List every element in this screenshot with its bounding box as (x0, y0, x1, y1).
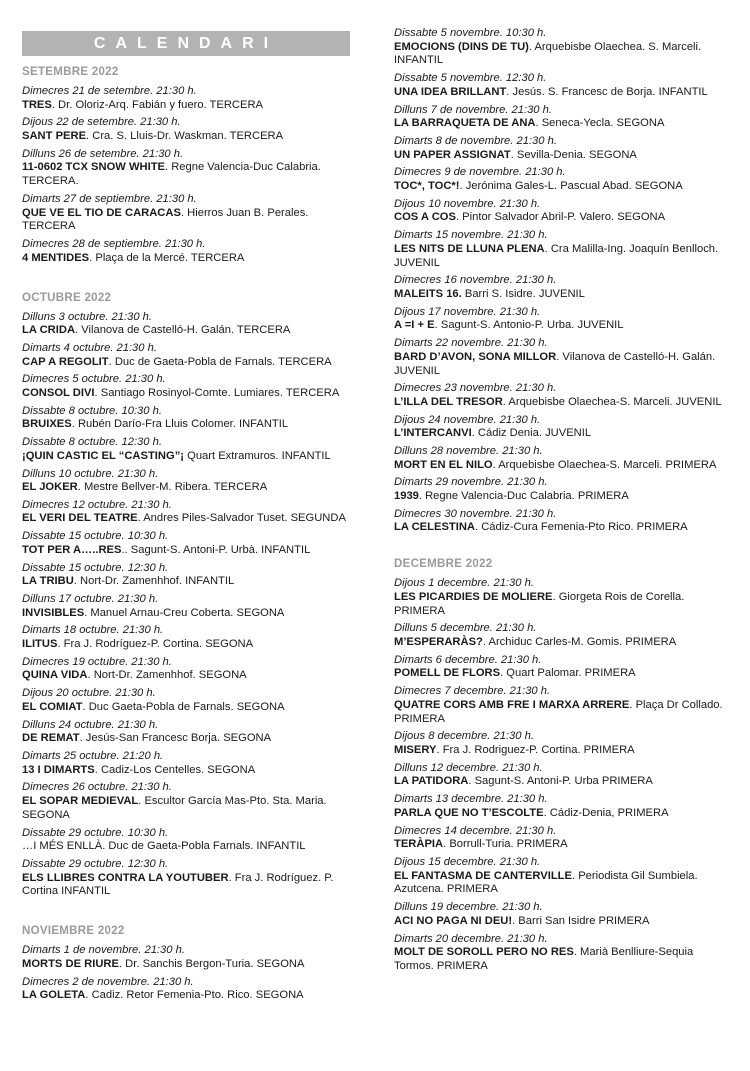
event-entry (22, 193, 358, 234)
event-date: Dilluns 12 decembre. 21:30 h. (394, 761, 543, 774)
event-entry (22, 530, 358, 557)
event-info (22, 161, 358, 189)
event-title: EMOCIONS (DINS DE TU) (394, 40, 529, 53)
event-date: Dilluns 7 de novembre. 21:30 h. (394, 103, 552, 116)
event-date: Dilluns 17 octubre. 21:30 h. (22, 593, 159, 606)
event-date: Dimarts 8 de novembre. 21:30 h. (394, 134, 557, 147)
event-date: Dilluns 5 decembre. 21:30 h. (394, 622, 537, 635)
event-details: Quart Extramuros. INFANTIL (184, 449, 331, 462)
column-top-spacer (394, 0, 734, 27)
event-date: Dissabte 15 octubre. 10:30 h. (22, 530, 169, 543)
event-entry (394, 445, 734, 472)
event-details: . Hierros Juan B. Perales. TERCERA (22, 206, 309, 233)
event-title: QUATRE CORS AMB FRE I MARXA ARRERE (394, 698, 630, 711)
event-details: . Cádiz-Cura Femenia-Pto Rico. PRIMERA (475, 521, 688, 534)
event-date: Dimecres 26 octubre. 21:30 h. (22, 781, 172, 794)
event-entry (22, 656, 358, 683)
event-date: Dimarts 1 de novembre. 21:30 h. (22, 944, 185, 957)
event-details: . Sagunt-S. Antoni-P. Urba PRIMERA (468, 775, 653, 788)
event-info (22, 544, 358, 558)
event-title: A =I + E (394, 319, 435, 332)
event-entry (394, 135, 734, 162)
event-details: Barri S. Isidre. JUVENIL (461, 287, 585, 300)
event-entry (394, 654, 734, 681)
event-entry (22, 858, 358, 899)
event-details: . Escultor García Mas-Pto. Sta. Maria. SEGONA (22, 795, 327, 821)
event-date: Dilluns 19 decembre. 21:30 h. (394, 901, 543, 914)
event-info (22, 638, 358, 652)
event-title: LES PICARDIES DE MOLIERE (394, 590, 553, 603)
event-entry (394, 104, 734, 131)
event-info (22, 450, 358, 464)
event-title: 1939 (394, 490, 419, 503)
event-details: . Seneca-Yecla. SEGONA (535, 117, 665, 130)
event-date: Dijous 8 decembre. 21:30 h. (394, 730, 534, 743)
event-date: Dissabte 8 octubre. 10:30 h. (22, 404, 162, 417)
event-entry (394, 414, 734, 441)
event-info (22, 418, 358, 432)
event-info (394, 459, 734, 473)
event-title: INVISIBLES (22, 606, 85, 619)
event-title: EL SOPAR MEDIEVAL (22, 795, 139, 807)
event-title: MALEITS 16. (394, 287, 462, 300)
event-info (394, 915, 734, 929)
event-info (22, 512, 358, 526)
event-details: . Plaça Dr Collado. PRIMERA (394, 698, 723, 725)
event-info (22, 207, 358, 235)
event-date: Dimecres 14 decembre. 21:30 h. (394, 824, 557, 837)
event-entry (394, 793, 734, 820)
event-details: . Periodista Gil Sumbiela. Azutcena. PRIMERA (394, 869, 698, 896)
event-info (394, 744, 734, 758)
event-title: TERÀPIA (394, 838, 444, 851)
event-details: . Duc de Gaeta-Pobla de Farnals. TERCERA (108, 355, 332, 368)
event-details: . Arquebisbe Olaechea. S. Marceli. INFANTIL (394, 40, 702, 67)
event-date: Dimarts 22 novembre. 21:30 h. (394, 337, 548, 350)
event-info (394, 351, 734, 379)
event-title: BARD D’AVON, SONA MILLOR (394, 350, 557, 363)
event-entry (22, 436, 358, 463)
event-date: Dimecres 7 decembre. 21:30 h. (394, 685, 551, 698)
event-date: Dilluns 10 octubre. 21:30 h. (22, 467, 159, 480)
event-title: MORT EN EL NILO (394, 458, 493, 471)
event-title: EL JOKER (22, 481, 78, 494)
event-date: Dimecres 16 novembre. 21:30 h. (394, 274, 557, 287)
event-date: Dimarts 29 novembre. 21:30 h. (394, 476, 548, 489)
event-title: BRUIXES (22, 418, 72, 431)
event-entry (22, 311, 358, 338)
event-entry (394, 229, 734, 270)
event-entry (394, 577, 734, 618)
event-title: DE REMAT (22, 732, 80, 745)
event-info (394, 149, 734, 163)
event-date: Dissabte 15 octubre. 12:30 h. (22, 561, 169, 574)
event-entry (394, 730, 734, 757)
event-info (394, 117, 734, 131)
event-info (394, 521, 734, 535)
event-date: Dijous 22 de setembre. 21:30 h. (22, 116, 181, 129)
event-info (22, 701, 358, 715)
event-entry (22, 687, 358, 714)
event-info (394, 396, 734, 410)
event-title: 4 MENTIDES (22, 251, 90, 264)
event-info (394, 775, 734, 789)
event-info (394, 243, 734, 271)
event-entry (22, 944, 358, 971)
event-date: Dimarts 6 decembre. 21:30 h. (394, 653, 542, 666)
event-details: . Rubén Darío-Fra Lluis Colomer. INFANTIL (71, 418, 289, 431)
event-info (394, 946, 734, 974)
event-details: . Cadiz-Los Centelles. SEGONA (94, 763, 256, 776)
event-date: Dimarts 20 decembre. 21:30 h. (394, 932, 548, 945)
event-details: . Cádiz Denia. JUVENIL (471, 427, 592, 440)
event-date: Dilluns 3 octubre. 21:30 h. (22, 310, 152, 323)
event-entry (22, 781, 358, 822)
event-date: Dissabte 8 octubre. 12:30 h. (22, 436, 162, 449)
event-details: . Dr. Sanchis Bergon-Turia. SEGONA (118, 957, 305, 970)
event-title: UNA IDEA BRILLANT (394, 85, 507, 98)
event-info (22, 669, 358, 683)
event-entry (394, 622, 734, 649)
event-entry (22, 593, 358, 620)
event-details: . Regne Valencia-Duc Calabria. PRIMERA (418, 490, 629, 503)
event-entry (394, 274, 734, 301)
event-info (22, 840, 358, 854)
event-title: EL VERI DEL TEATRE (22, 512, 138, 525)
event-title: MORTS DE RIURE (22, 957, 119, 970)
event-info (394, 591, 734, 619)
event-info (394, 667, 734, 681)
event-entry (22, 238, 358, 265)
event-title: QUE VE EL TIO DE CARACAS (22, 206, 181, 219)
month-heading: DECEMBRE 2022 (394, 558, 493, 571)
event-title: MOLT DE SOROLL PERO NO RES (394, 946, 574, 959)
event-entry (22, 750, 358, 777)
event-info (22, 575, 358, 589)
event-entry (394, 762, 734, 789)
event-title: COS A COS (394, 211, 456, 224)
event-title: EL FANTASMA DE CANTERVILLE (394, 869, 572, 882)
event-entry (394, 476, 734, 503)
event-title: LES NITS DE LLUNA PLENA (394, 242, 545, 255)
event-details: . Pintor Salvador Abril-P. Valero. SEGONA (455, 211, 666, 224)
calendar-banner: CALENDARI (22, 31, 350, 56)
event-info (394, 41, 734, 69)
event-details: . Cra Malilla-Ing. Joaquín Benlloch. JUVENIL (394, 242, 719, 269)
event-title: LA GOLETA (22, 989, 86, 1002)
event-details: . Borrull-Turia. PRIMERA (443, 838, 568, 851)
event-details: . Sevilla-Denia. SEGONA (510, 148, 637, 161)
event-entry (22, 373, 358, 400)
event-details: . Cadiz. Retor Femenia-Pto. Rico. SEGONA (85, 989, 304, 1002)
event-details: . Archiduc Carles-M. Gomis. PRIMERA (482, 636, 677, 649)
event-title: LA PATIDORA (394, 775, 469, 788)
event-details: . Jerónima Gales-L. Pascual Abad. SEGONA (459, 179, 683, 192)
event-title: MISERY (394, 744, 437, 756)
event-details: . Santiago Rosinyol-Comte. Lumiares. TERCERA (94, 386, 340, 399)
event-details: . Duc Gaeta-Pobla de Farnals. SEGONA (82, 700, 285, 713)
event-date: Dimecres 23 novembre. 21:30 h. (394, 382, 557, 395)
event-title: L’ILLA DEL TRESOR (394, 395, 503, 408)
event-entry (22, 827, 358, 854)
event-details: . Dr. Oloriz-Arq. Fabián y fuero. TERCERA (51, 98, 264, 111)
event-details: .. Sagunt-S. Antoni-P. Urbà. INFANTIL (121, 543, 311, 556)
event-details: . Arquebisbe Olaechea-S. Marceli. PRIMERA (492, 458, 717, 471)
month-heading: SETEMBRE 2022 (22, 66, 119, 78)
event-details: . Fra J. Rodríguez-P. Cortina. SEGONA (57, 638, 254, 651)
event-details: . Mestre Bellver-M. Ribera. TERCERA (77, 481, 268, 494)
event-entry (22, 148, 358, 189)
event-info (394, 86, 734, 100)
event-title: TOC*, TOC*! (394, 179, 460, 192)
event-date: Dijous 17 novembre. 21:30 h. (394, 305, 541, 318)
event-title: TOT PER A…..RES (22, 543, 122, 556)
event-details: . Quart Palomar. PRIMERA (500, 667, 636, 680)
event-details: . Marià Benlliure-Sequia Tormos. PRIMERA (394, 946, 694, 972)
event-info (394, 427, 734, 441)
event-info (394, 319, 734, 333)
event-date: Dimarts 27 de septiembre. 21:30 h. (22, 192, 197, 205)
event-entry (22, 624, 358, 651)
event-entry (394, 306, 734, 333)
event-entry (22, 499, 358, 526)
event-info (22, 481, 358, 495)
event-title: CAP A REGOLIT (22, 355, 109, 368)
event-entry (22, 468, 358, 495)
event-info (22, 99, 358, 113)
event-date: Dimecres 12 octubre. 21:30 h. (22, 498, 172, 511)
event-date: Dilluns 28 novembre. 21:30 h. (394, 445, 543, 458)
event-date: Dimarts 4 octubre. 21:30 h. (22, 341, 157, 354)
event-entry (394, 27, 734, 68)
event-info (394, 807, 734, 821)
event-details: . Andres Piles-Salvador Tuset. SEGUNDA (137, 512, 346, 525)
event-details: . Fra J. Rodriguez-P. Cortina. PRIMERA (436, 744, 635, 756)
event-title: LA CRIDA (22, 324, 76, 337)
event-title: SANT PERE (22, 129, 87, 142)
event-title: 13 I DIMARTS (22, 763, 95, 776)
event-entry (394, 685, 734, 726)
event-title: LA CELESTINA (394, 521, 476, 534)
event-title: ILITUS (22, 638, 58, 651)
event-info (22, 764, 358, 778)
event-info (22, 387, 358, 401)
event-date: Dimecres 9 de novembre. 21:30 h. (394, 166, 566, 179)
event-title: M’ESPERARÀS? (394, 636, 483, 649)
event-date: Dijous 20 octubre. 21:30 h. (22, 687, 156, 700)
event-date: Dimecres 30 novembre. 21:30 h. (394, 507, 557, 520)
event-entry (394, 901, 734, 928)
event-date: Dimarts 15 novembre. 21:30 h. (394, 229, 548, 242)
event-entry (394, 198, 734, 225)
event-entry (394, 856, 734, 897)
event-info (22, 252, 358, 266)
event-date: Dijous 1 decembre. 21:30 h. (394, 577, 534, 590)
event-info (22, 795, 358, 823)
event-info (394, 211, 734, 225)
event-info (394, 870, 734, 898)
event-title: L’INTERCANVI (394, 427, 472, 440)
event-date: Dissabte 29 octubre. 10:30 h. (22, 826, 169, 839)
event-entry (22, 116, 358, 143)
event-date: Dissabte 29 octubre. 12:30 h. (22, 857, 169, 870)
event-date: Dimecres 21 de setembre. 21:30 h. (22, 85, 197, 97)
event-details: . Nort-Dr. Zamenhhof. INFANTIL (73, 575, 235, 588)
event-date: Dijous 24 novembre. 21:30 h. (394, 413, 541, 426)
event-date: Dijous 10 novembre. 21:30 h. (394, 197, 541, 210)
event-title: 11-0602 TCX SNOW WHITE (22, 161, 165, 174)
event-date: Dilluns 24 octubre. 21:30 h. (22, 718, 159, 731)
event-entry (394, 337, 734, 378)
event-entry (394, 72, 734, 99)
event-info (394, 636, 734, 650)
event-title: CONSOL DIVI (22, 386, 95, 399)
event-date: Dijous 15 decembre. 21:30 h. (394, 855, 541, 868)
event-entry (394, 382, 734, 409)
event-title: UN PAPER ASSIGNAT (394, 148, 511, 161)
event-details: . Jesús. S. Francesc de Borja. INFANTIL (506, 85, 708, 98)
event-date: Dimecres 28 de septiembre. 21:30 h. (22, 238, 206, 251)
event-info (394, 490, 734, 504)
event-entry (22, 562, 358, 589)
event-date: Dimarts 18 octubre. 21:30 h. (22, 624, 164, 637)
event-details: . Sagunt-S. Antonio-P. Urba. JUVENIL (434, 319, 624, 332)
event-date: Dissabte 5 novembre. 10:30 h. (394, 27, 547, 39)
event-details: . Nort-Dr. Zamenhhof. SEGONA (87, 669, 247, 682)
event-details: …I MÉS ENLLÀ. Duc de Gaeta-Pobla Farnals. INFANTIL (22, 840, 306, 853)
event-entry (22, 976, 358, 1003)
event-details: . Cádiz-Denia, PRIMERA (543, 806, 669, 819)
event-title: TRES (22, 98, 52, 111)
event-details: . Fra J. Rodríguez. P. Cortina INFANTIL (22, 871, 334, 898)
event-entry (22, 85, 358, 112)
left-column (22, 0, 358, 1007)
event-title: PARLA QUE NO T’ESCOLTE (394, 806, 544, 819)
event-details: . Vilanova de Castelló-H. Galán. JUVENIL (394, 350, 716, 377)
event-info (394, 288, 734, 302)
event-info (22, 607, 358, 621)
event-info (22, 130, 358, 144)
event-date: Dilluns 26 de setembre. 21:30 h. (22, 147, 184, 160)
event-entry (22, 405, 358, 432)
month-heading: OCTUBRE 2022 (22, 291, 112, 304)
right-column (394, 0, 734, 978)
event-entry (394, 166, 734, 193)
event-title: ELS LLIBRES CONTRA LA YOUTUBER (22, 871, 229, 884)
event-entry (394, 825, 734, 852)
event-entry (394, 933, 734, 974)
event-info (394, 838, 734, 852)
event-title: POMELL DE FLORS (394, 667, 501, 680)
event-info (394, 699, 734, 727)
event-title: QUINA VIDA (22, 669, 88, 682)
event-details: . Regne Valencia-Duc Calabria. TERCERA. (22, 161, 321, 188)
event-info (394, 180, 734, 194)
event-title: ¡QUIN CASTIC EL “CASTING”¡ (22, 449, 185, 462)
event-date: Dissabte 5 novembre. 12:30 h. (394, 72, 547, 85)
event-details: . Arquebisbe Olaechea-S. Marceli. JUVENIL (502, 395, 722, 408)
event-info (22, 958, 358, 972)
event-details: . Jesús-San Francesc Borja. SEGONA (79, 732, 272, 745)
event-details: . Manuel Arnau-Creu Coberta. SEGONA (84, 606, 285, 619)
event-entry (22, 342, 358, 369)
event-info (22, 324, 358, 338)
event-info (22, 356, 358, 370)
event-info (22, 732, 358, 746)
event-title: LA TRIBU (22, 575, 74, 588)
event-date: Dimecres 5 octubre. 21:30 h. (22, 373, 166, 386)
event-date: Dimecres 2 de novembre. 21:30 h. (22, 975, 194, 988)
event-title: EL COMIAT (22, 700, 83, 713)
month-heading: NOVIEMBRE 2022 (22, 925, 125, 938)
event-details: . Plaça de la Mercé. TERCERA (89, 251, 245, 264)
event-details: . Barri San Isidre PRIMERA (512, 914, 650, 927)
event-date: Dimecres 19 octubre. 21:30 h. (22, 655, 172, 668)
event-entry (394, 508, 734, 535)
event-title: LA BARRAQUETA DE ANA (394, 117, 536, 130)
event-info (22, 872, 358, 900)
event-details: . Cra. S. Lluis-Dr. Waskman. TERCERA (86, 129, 284, 142)
event-date: Dimarts 13 decembre. 21:30 h. (394, 793, 548, 806)
event-date: Dimarts 25 octubre. 21:20 h. (22, 750, 164, 763)
event-title: ACI NO PAGA NI DEU! (394, 914, 513, 927)
event-details: . Vilanova de Castelló-H. Galán. TERCERA (75, 324, 291, 337)
event-info (22, 989, 358, 1003)
event-details: . Giorgeta Rois de Corella. PRIMERA (394, 590, 685, 617)
event-entry (22, 719, 358, 746)
